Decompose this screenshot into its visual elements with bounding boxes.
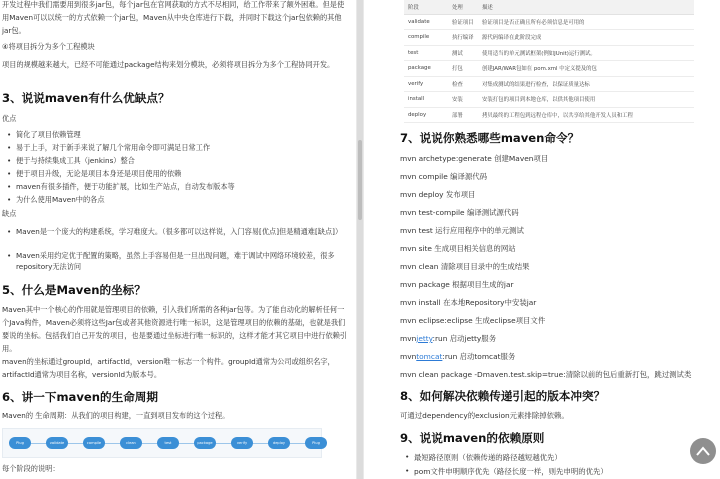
list-item: • 为什么使用Maven中的各点: [16, 194, 350, 205]
list-item: • Maven是一个庞大的构建系统，学习难度大。（很多都可以这样说，入门容易[优点]但是精通难[缺点]）: [16, 226, 350, 237]
lifecycle-table: [404, 0, 694, 123]
table-cell: 安装打包的项目到本地仓库，以供其他项目使用: [478, 92, 694, 108]
table-cell: verify: [404, 76, 448, 92]
back-to-top-button[interactable]: [690, 438, 716, 464]
table-cell: 安装: [448, 92, 478, 108]
cons-label: 缺点: [2, 209, 17, 218]
command-tomcat: [400, 351, 515, 362]
command-item: mvn compile 编译源代码: [400, 172, 488, 181]
module-split-paragraph: 项目的规模越来越大，已经不可能通过package结构来划分模块，必须将项目拆分为多个工程协同开发。: [2, 60, 335, 69]
list-item: • 最短路径原则（依赖传递的路径越短越优先）: [414, 452, 562, 463]
table-header-row: [404, 0, 694, 14]
jetty-link[interactable]: jetty: [416, 334, 433, 343]
command-prefix: mvn: [400, 352, 417, 361]
table-row: [404, 14, 694, 30]
command-item: mvn clean 清除项目目录中的生成结果: [400, 262, 530, 271]
command-prefix: mvn: [400, 334, 417, 343]
command-item: mvn eclipse:eclipse 生成eclipse项目文件: [400, 316, 546, 325]
table-row: [404, 107, 694, 123]
table-cell: 创建JAR/WAR包如在 pom.xml 中定义提及的包: [478, 61, 694, 77]
list-item: • maven有很多插件，便于功能扩展，比如生产站点，自动发布版本等: [16, 181, 350, 192]
command-jetty: [400, 333, 496, 344]
coordinate-paragraph: Maven其中一个核心的作用就是管理项目的依赖，引入我们所需的各种jar包等。为了能自动化的解析任何一个Java构件，Maven必须将这些Jar包或者其他资源进行唯一标识，这是管理项目的依赖的基础，也就是我们要说的坐标。包括我们自己开发的项目，也是要通过坐标进行唯一标识的，这样才能才其它项目中进行依赖引用。: [2, 305, 348, 353]
table-cell: package: [404, 61, 448, 77]
table-cell: 打包: [448, 61, 478, 77]
table-row: [404, 61, 694, 77]
scrollbar-thumb[interactable]: [358, 140, 362, 220]
command-item: mvn test-compile 编译测试源代码: [400, 208, 519, 217]
section-6-title: 6、讲一下maven的生命周期: [2, 390, 158, 404]
command-suffix: :run 启动jetty服务: [432, 334, 497, 343]
table-row: [404, 45, 694, 61]
table-cell: 执行编译: [448, 30, 478, 46]
table-cell: 检查: [448, 76, 478, 92]
column-header: 处理: [448, 0, 478, 14]
command-item: mvn site 生成项目相关信息的网站: [400, 244, 516, 253]
tomcat-link[interactable]: tomcat: [416, 352, 443, 361]
right-page: [364, 0, 720, 479]
command-item: mvn test 运行应用程序中的单元测试: [400, 226, 524, 235]
lifecycle-node: clean: [120, 437, 142, 449]
chevron-up-icon: [696, 445, 710, 457]
lifecycle-paragraph: Maven的 生命周期：从我们的项目构建，一直到项目发布的这个过程。: [2, 411, 230, 420]
lifecycle-node: Plug: [9, 437, 31, 449]
table-cell: test: [404, 45, 448, 61]
lifecycle-node: compile: [83, 437, 105, 449]
command-item: mvn archetype:generate 创建Maven项目: [400, 154, 549, 163]
lifecycle-node: deploy: [268, 437, 290, 449]
table-cell: 使用适当的单元测试框架(例如JUnit)运行测试。: [478, 45, 694, 61]
command-item: mvn install 在本地Repository中安装jar: [400, 298, 537, 307]
table-cell: validate: [404, 14, 448, 30]
column-header: 描述: [478, 0, 694, 14]
module-split-heading: ④将项目拆分为多个工程模块: [2, 42, 95, 51]
coordinate-detail-paragraph: maven的坐标通过groupId，artifactId，version唯一标志一个构件。groupId通常为公司或组织名字，artifactId通常为项目名称，versionId为版本号。: [2, 357, 335, 379]
table-cell: 测试: [448, 45, 478, 61]
table-row: [404, 76, 694, 92]
table-cell: 源代码编译在此阶段完成: [478, 30, 694, 46]
pros-label: 优点: [2, 114, 17, 123]
table-cell: 拷贝最终的工程包到远程仓库中，以共享给其他开发人员和工程: [478, 107, 694, 123]
table-cell: deploy: [404, 107, 448, 123]
table-cell: 验证项目: [448, 14, 478, 30]
table-cell: 部署: [448, 107, 478, 123]
list-item: • 便于项目升级，无论是项目本身还是项目使用的依赖: [16, 168, 350, 179]
intro-paragraph: 开发过程中我们需要用到很多jar包，每个jar包在官网获取的方式不尽相同，给工作带来了额外困难。但是使用Maven可以以统一的方式依赖一个jar包，Maven从中央仓库进行下载，并同时下载这个jar包依赖的其他jar包。: [2, 0, 345, 35]
section-9-title: 9、说说maven的依赖原则: [400, 431, 545, 445]
section-7-title: 7、说说你熟悉哪些maven命令？: [400, 131, 580, 145]
left-page: [0, 0, 356, 479]
lifecycle-node: verify: [231, 437, 253, 449]
section-3-title: 3、说说maven有什么优缺点？: [2, 91, 170, 105]
table-cell: install: [404, 92, 448, 108]
table-row: [404, 92, 694, 108]
lifecycle-node: test: [157, 437, 179, 449]
lifecycle-node: Plug: [305, 437, 327, 449]
table-row: [404, 30, 694, 46]
list-item: • pom文件申明顺序优先（路径长度一样，则先申明的优先）: [414, 466, 608, 477]
command-item: mvn deploy 发布项目: [400, 190, 476, 199]
phase-description-label: 每个阶段的说明：: [2, 464, 60, 473]
section-5-title: 5、什么是Maven的坐标？: [2, 283, 146, 297]
list-item: • 简化了项目依赖管理: [16, 129, 350, 140]
table-cell: 验证项目是否正确且所有必须信息是可用的: [478, 14, 694, 30]
section-8-paragraph: 可通过dependency的exclusion元素排除掉依赖。: [400, 411, 569, 420]
section-8-title: 8、如何解决依赖传递引起的版本冲突？: [400, 389, 606, 403]
scrollbar-track[interactable]: [357, 0, 363, 479]
table-cell: compile: [404, 30, 448, 46]
command-item: mvn package 根据项目生成的jar: [400, 280, 514, 289]
lifecycle-diagram: [2, 428, 322, 458]
table-cell: 对集成测试的结果进行检查，以保证质量达标: [478, 76, 694, 92]
list-item: • 易于上手，对于新手来说了解几个常用命令即可满足日常工作: [16, 142, 350, 153]
lifecycle-node: validate: [46, 437, 68, 449]
list-item: • 便于与持续集成工具（jenkins）整合: [16, 155, 350, 166]
list-item: • Maven采用约定优于配置的策略，虽然上手容易但是一旦出现问题，难于调试中网络环境较差，很多repository无法访问: [16, 250, 350, 272]
command-suffix: :run 启动tomcat服务: [442, 352, 516, 361]
column-header: 阶段: [404, 0, 448, 14]
command-clean-package: mvn clean package -Dmaven.test.skip=true:清除以前的包后重新打包，跳过测试类: [400, 370, 692, 379]
lifecycle-node: package: [194, 437, 216, 449]
